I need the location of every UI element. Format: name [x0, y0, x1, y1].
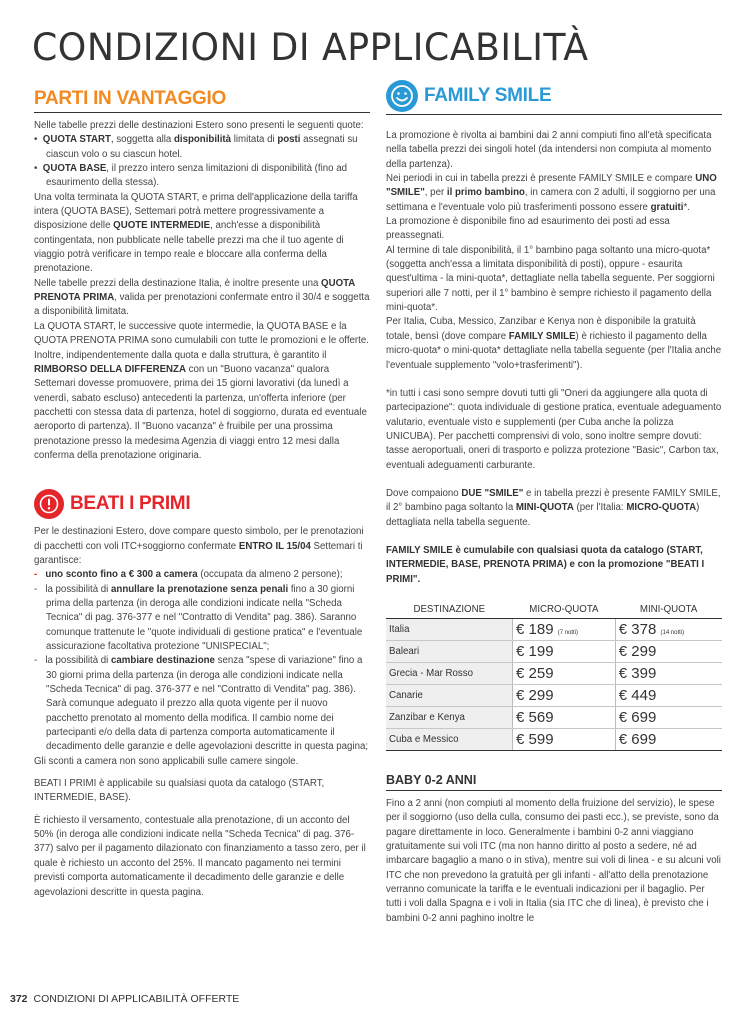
- exclamation-icon: [34, 489, 64, 519]
- header-micro-quota: MICRO-QUOTA: [513, 601, 616, 619]
- vantaggio-paragraph-1: Una volta terminata la QUOTA START, e prima dell'applicazione della tariffa intera (QUOTA BASE), Settemari potrà mettere progressivamente a disposizione delle QUOTE INTERMEDIE, anch'esse a disponibilità contingentata, non pubblicate nelle tabelle prezzi ma che il tuo agente di viaggio potrà verificare in tempo reale e bloccare alla conferma della prenotazione.: [34, 191, 358, 275]
- family-paragraph-6: *in tutti i casi sono sempre dovuti tutti gli "Oneri da aggiungere alla quota di partecipazione": quota individuale di gestione pratica, eventuale adeguamento valutario, eventuale visto e supplementi (per Cuba anche la polizza UNICUBA). Per pacchetti comprensivi di volo, sono inoltre sempre dovuti: tasse aeroportuali, oneri di trasporto e polizza protezione "Basic", Carbon tax, eventuali adeguamenti carburante.: [386, 387, 722, 471]
- family-paragraph-1: La promozione è rivolta ai bambini dai 2 anni compiuti fino all'età specificata nella tabella prezzi dei singoli hotel (da intendersi non compiuta al momento della partenza).: [386, 130, 712, 170]
- beati-paragraph-3: BEATI I PRIMI è applicabile su qualsiasi quota da catalogo (START, INTERMEDIE, BASE).: [34, 778, 325, 804]
- row-micro-quota: € 259: [513, 662, 616, 684]
- beati-paragraph-2: Gli sconti a camera non sono applicabili sulle camere singole.: [34, 755, 299, 767]
- header-mini-quota: MINI-QUOTA: [615, 601, 722, 619]
- footer-label: CONDIZIONI DI APPLICABILITÀ OFFERTE: [33, 993, 240, 1005]
- row-destination: Canarie: [386, 684, 513, 706]
- row-destination: Cuba e Messico: [386, 728, 513, 750]
- family-paragraph-2: Nei periodi in cui in tabella prezzi è presente FAMILY SMILE e compare UNO "SMILE", per il primo bambino, in camera con 2 adulti, il soggiorno per una settimana e l'eventuale volo più trasferimenti possono essere gratuiti*.: [386, 173, 717, 213]
- quote-list: [34, 133, 370, 190]
- row-mini-quota: € 699: [615, 728, 722, 750]
- row-destination: Baleari: [386, 640, 513, 662]
- section-title-parti-in-vantaggio: PARTI IN VANTAGGIO: [34, 88, 370, 113]
- page-number: 372: [10, 993, 28, 1005]
- beati-list: [34, 568, 370, 754]
- beati-paragraph-1: Per le destinazioni Estero, dove compare questo simbolo, per le prenotazioni di pacchetti con voli ITC+soggiorno confermate ENTRO IL 15/04 Settemari ti garantisce:: [34, 526, 364, 566]
- row-mini-quota: € 299: [615, 640, 722, 662]
- row-micro-quota: € 199: [513, 640, 616, 662]
- price-table: [386, 601, 722, 751]
- family-paragraph-5: Per Italia, Cuba, Messico, Zanzibar e Kenya non è disponibile la gratuità totale, bensì (dove compare FAMILY SMILE) è richiesto il pagamento della micro-quota* o mini-quota* dettagliate nella tabella seguente (per l'Italia anche l'eventuale supplemento "volo+trasferimenti").: [386, 316, 722, 371]
- section-title-baby: BABY 0-2 ANNI: [386, 773, 722, 791]
- row-mini-quota: € 399: [615, 662, 722, 684]
- page-footer: [10, 993, 239, 1005]
- section-title-beati-i-primi: [34, 489, 370, 519]
- row-mini-quota: € 378 (14 notti): [615, 618, 722, 640]
- beati-title-text: BEATI I PRIMI: [70, 493, 191, 515]
- table-row: [386, 640, 722, 662]
- vantaggio-paragraph-4: Inoltre, indipendentemente dalla quota e dalla struttura, è garantito il RIMBORSO DELLA DIFFERENZA con un "Buono vacanza" qualora Settemari dovesse promuovere, prima dei 15 giorni lavorativi (da lunedì a venerdì, sabato escluso) antecedenti la partenza, un'offerta inferiore (per pacchetti con stessa data di partenza, hotel di soggiorno, durata ed eventuale aeroporto di partenza). Il "Buono vacanza" è fruibile per una prossima prenotazione presso la medesima Agenzia di viaggi entro 12 mesi dalla conferma della prenotazione originaria.: [34, 349, 367, 461]
- row-mini-quota: € 449: [615, 684, 722, 706]
- row-micro-quota: € 569: [513, 706, 616, 728]
- table-row: [386, 618, 722, 640]
- row-destination: Grecia - Mar Rosso: [386, 662, 513, 684]
- row-micro-quota: € 599: [513, 728, 616, 750]
- header-destinazione: DESTINAZIONE: [386, 601, 513, 619]
- smile-icon: [386, 80, 418, 112]
- left-column: [34, 88, 370, 900]
- table-row: [386, 662, 722, 684]
- list-item-quota-start: • QUOTA START, soggetta alla disponibilità limitata di posti assegnati su ciascun volo o su ciascun hotel.: [34, 134, 358, 160]
- family-title-text: FAMILY SMILE: [424, 85, 552, 106]
- list-item-quota-base: • QUOTA BASE, il prezzo intero senza limitazioni di disponibilità (fino ad esaurimento della stessa).: [34, 163, 347, 189]
- page-title: CONDIZIONI DI APPLICABILITÀ: [32, 26, 589, 69]
- right-column: [386, 80, 722, 926]
- beati-paragraph-4: È richiesto il versamento, contestuale alla prenotazione, di un acconto del 50% (in deroga alle condizioni indicate nella "Scheda Tecnica" di pag. 376-377) salvo per il pagamento dilazionato con finanziamento a tasso zero, per il quale è richiesto un acconto del 25%. Il mancato pagamento nei termini previsti comporta automaticamente il decadimento delle garanzie e delle agevolazioni descritte in questa pagina.: [34, 814, 366, 898]
- family-paragraph-7: Dove compaiono DUE "SMILE" e in tabella prezzi è presente FAMILY SMILE, il 2° bambino paga soltanto la MINI-QUOTA (per l'Italia: MICRO-QUOTA) dettagliata nella tabella seguente.: [386, 487, 721, 528]
- vantaggio-intro: Nelle tabelle prezzi delle destinazioni Estero sono presenti le seguenti quote:: [34, 120, 364, 131]
- section-title-family-smile: [386, 80, 722, 115]
- row-micro-quota: € 299: [513, 684, 616, 706]
- vantaggio-paragraph-3: La QUOTA START, le successive quote intermedie, la QUOTA BASE e la QUOTA PRENOTA PRIMA sono cumulabili con tutte le promozioni e le offerte.: [34, 320, 369, 347]
- row-mini-quota: € 699: [615, 706, 722, 728]
- price-table-header: [386, 601, 722, 619]
- row-destination: Italia: [386, 618, 513, 640]
- list-item-cambiare: - la possibilità di cambiare destinazione senza "spese di variazione" fino a 30 giorni prima della partenza (in deroga alle condizioni indicate nella "Scheda Tecnica" di pag. 376-377 e nel "Contratto di Vendita" pag. 386). Sarà comunque adeguato il prezzo alla quota vigente per il nuovo pacchetto prenotato al momento della modifica. Il cambio nome dei partecipanti e/o della data di partenza comporta automaticamente il decadimento delle garanzie e delle agevolazioni descritte in questa pagina;: [34, 655, 369, 753]
- vantaggio-paragraph-2: Nelle tabelle prezzi della destinazione Italia, è inoltre presente una QUOTA PRENOTA PRIMA, valida per prenotazioni confermate entro il 30/4 e soggetta a disponibilità limitata.: [34, 277, 370, 318]
- family-paragraph-3: La promozione è disponibile fino ad esaurimento dei posti ad essa preassegnati.: [386, 216, 670, 242]
- table-row: [386, 728, 722, 750]
- baby-paragraph-1: Fino a 2 anni (non compiuti al momento della fruizione del servizio), le spese per il soggiorno (uso della culla, consumo dei pasti ecc.), se previste, sono da pagare direttamente in loco. Generalmente i bambini 0-2 anni viaggiano gratuitamente sui voli ITC (ma non hanno diritto al posto a sedere, né ad imbarcare bagaglio a mano o in stiva), mentre sui voli di linea - e su alcuni voli ITC che non prevedono la gratuità per gli infanti - all'atto della prenotazione verranno comunicate la tariffa e le eventuali indicazioni per il bagaglio. Per tutti i voli dalla Spagna e i voli in Italia (sia ITC che di linea), è previsto che i bambini 0-2 anni paghino inoltre le: [386, 797, 721, 924]
- row-destination: Zanzibar e Kenya: [386, 706, 513, 728]
- list-item-annullare: - la possibilità di annullare la prenotazione senza penali fino a 30 giorni prima della partenza (in deroga alle condizioni indicate nella "Scheda Tecnica" di pag. 376-377 e nel "Contratto di Vendita" pag. 386). Saranno comunque trattenute le "quote individuali di gestione pratica" e l'eventuale assicurazione facoltativa protezione "UNISPECIAL";: [34, 583, 363, 652]
- family-paragraph-4: Al termine di tale disponibilità, il 1° bambino paga soltanto una micro-quota* (soggetta anch'essa a limitata disponibilità di posti), oppure - esaurita quest'ultima - la mini-quota*, dettagliate nella tabella seguente. Per soggiorni superiori alle 7 notti, per il 1° bambino è sempre richiesto il pagamento della mini-quota*.: [386, 244, 715, 314]
- row-micro-quota: € 189 (7 notti): [513, 618, 616, 640]
- table-row: [386, 684, 722, 706]
- table-row: [386, 706, 722, 728]
- family-cumulabile: FAMILY SMILE è cumulabile con qualsiasi quota da catalogo (START, INTERMEDIE, BASE, PRENOTA PRIMA) e con la promozione "BEATI I PRIMI".: [386, 544, 705, 585]
- list-item-sconto: - uno sconto fino a € 300 a camera (occupata da almeno 2 persone);: [34, 569, 343, 581]
